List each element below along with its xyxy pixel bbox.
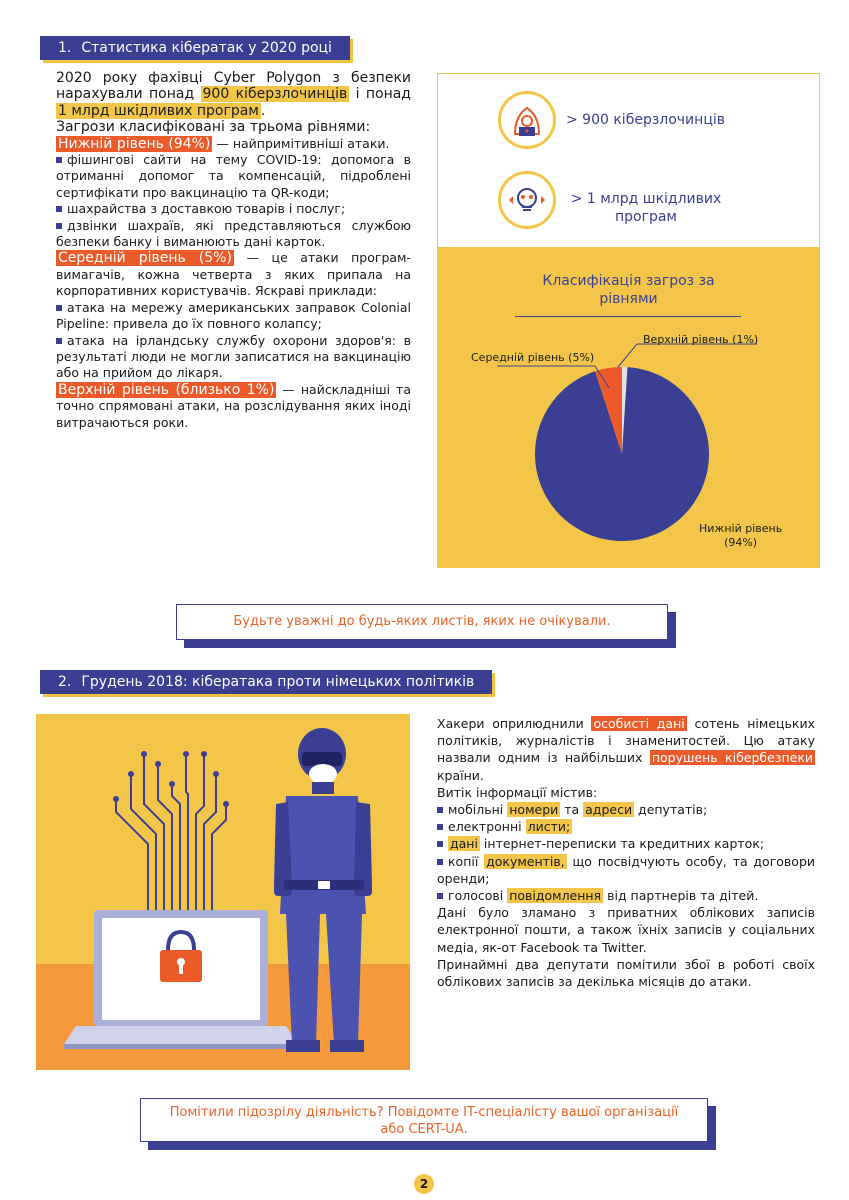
pie-chart [437,248,820,568]
highlight-breach: порушень кібербезпеки [651,750,813,766]
label-high: Верхній рівень (1%) [643,333,759,346]
hacker-icon [498,91,556,149]
bullet-icon [437,807,443,813]
bullet-icon [437,859,443,865]
hacker-illustration [36,714,410,1070]
bullet-icon [437,893,443,899]
section2-body [437,715,815,990]
stat-malware [566,190,726,226]
callout-emails: Будьте уважні до будь-яких листів, яких не очікували. [176,604,668,640]
chart-panel [437,248,820,568]
low-item: фішингові сайти на тему COVID-19: допомога в отриманні допомог та компенсацій, підроблені сертифікати про вакцинацію та QR-коди; [56,152,411,200]
intro-paragraph: 2020 року фахівці Cyber Polygon з безпеки нарахували понад 900 кіберзлочинців і понад 1 млрд шкідливих програм . [56,70,411,119]
label-low-line1: Нижній рівень [699,522,783,535]
stat-malware-line1: > 1 млрд шкідливих [570,191,722,207]
skull-virus-icon [498,171,556,229]
leak-item: копії документів, що посвідчують особу, та договори оренди; [437,853,815,886]
high-level-paragraph: Верхній рівень (близько 1%) — найскладніші та точно спрямовані атаки, на розслідування яких іноді витрачаються роки. [56,381,411,430]
leak-item: мобільні номери та адреси депутатів; [437,801,815,818]
stat-cybercriminals: > 900 кіберзлочинців [566,112,725,128]
p2: Дані було зламано з приватних облікових записів електронної пошти, а також їхніх записів у соціальних медіа, як-от Facebook та Twitter. [437,905,815,955]
p1: Хакери оприлюднили особисті дані сотень німецьких політиків, журналістів і знаменитостей. Цю атаку назвали одним із найбільших порушень кібербезпеки країни. [437,716,815,783]
highlight-personal-data: особисті дані [593,716,685,731]
page-number: 2 [414,1174,434,1194]
low-level-label: Нижній рівень (94%) [58,135,211,152]
leak-item: дані інтернет-переписки та кредитних карток; [437,835,815,852]
bullet-icon [437,841,443,847]
highlight-addresses: адреси [585,802,633,818]
mid-item: атака на мережу американських заправок Colonial Pipeline: привела до їх повного колапсу; [56,299,411,332]
highlight-messages: повідомлення [509,888,602,904]
low-item: шахрайства з доставкою товарів і послуг; [56,201,411,217]
section2-number: 2. [58,674,72,690]
bullet-icon [437,824,443,830]
leak-item: електронні листи; [437,818,815,835]
label-low [699,522,782,550]
section1-header [40,36,350,60]
high-level-label: Верхній рівень (близько 1%) [58,381,275,398]
bullet-icon [56,223,62,229]
bullet-icon [56,305,62,311]
mid-item: атака на ірландську службу охорони здоров'я: в результаті люди не могли записатися на вакцинацію або на прийом до лікаря. [56,332,411,381]
highlight-cybercriminals: 900 кіберзлочинців [202,86,348,103]
stat-malware-line2: програм [615,209,677,225]
highlight-letters: листи; [527,819,571,835]
leak-item: голосові повідомлення від партнерів та дітей. [437,887,815,904]
label-low-line2: (94%) [724,536,758,549]
callout-report [140,1098,708,1142]
callout-report-text: Помітили підозрілу діяльність? Повідомте IT-спеціалісту вашої організації або CERT-UA. [169,1105,679,1137]
p3: Принаймні два депутати помітили збої в роботі своїх облікових записів за декілька місяців до атаки. [437,956,815,990]
section1-title: Статистика кібератак у 2020 році [81,40,332,56]
highlight-malware: 1 млрд шкідливих програм [58,102,259,119]
highlight-documents: документів, [486,853,565,869]
section2-header [40,670,492,694]
chart-title-text: Класифікація загроз за рівнями [542,273,715,307]
highlight-numbers: номери [509,802,559,818]
bullet-icon [56,157,62,163]
mid-level-paragraph: Середній рівень (5%) — це атаки програм-вимагачів, кожна четверта з яких припала на корпоративних користувачів. Яскраві приклади: [56,250,411,299]
section2-title: Грудень 2018: кібератака проти німецьких політиків [81,674,475,690]
bullet-icon [56,338,62,344]
stats-panel [437,73,820,248]
low-level-paragraph: Нижній рівень (94%) — найпримітивніші атаки. [58,135,390,152]
label-mid: Середній рівень (5%) [471,351,595,364]
section1-body [56,70,411,431]
mid-level-label: Середній рівень (5%) [58,250,232,267]
bullet-icon [56,206,62,212]
low-item: дзвінки шахраїв, які представляються службою безпеки банку і виманюють дані карток. [56,217,411,250]
highlight-data: дані [450,836,478,852]
classified-line: Загрози класифіковані за трьома рівнями: [56,119,371,136]
section1-number: 1. [58,40,72,56]
leak-line: Витік інформації містив: [437,784,598,800]
